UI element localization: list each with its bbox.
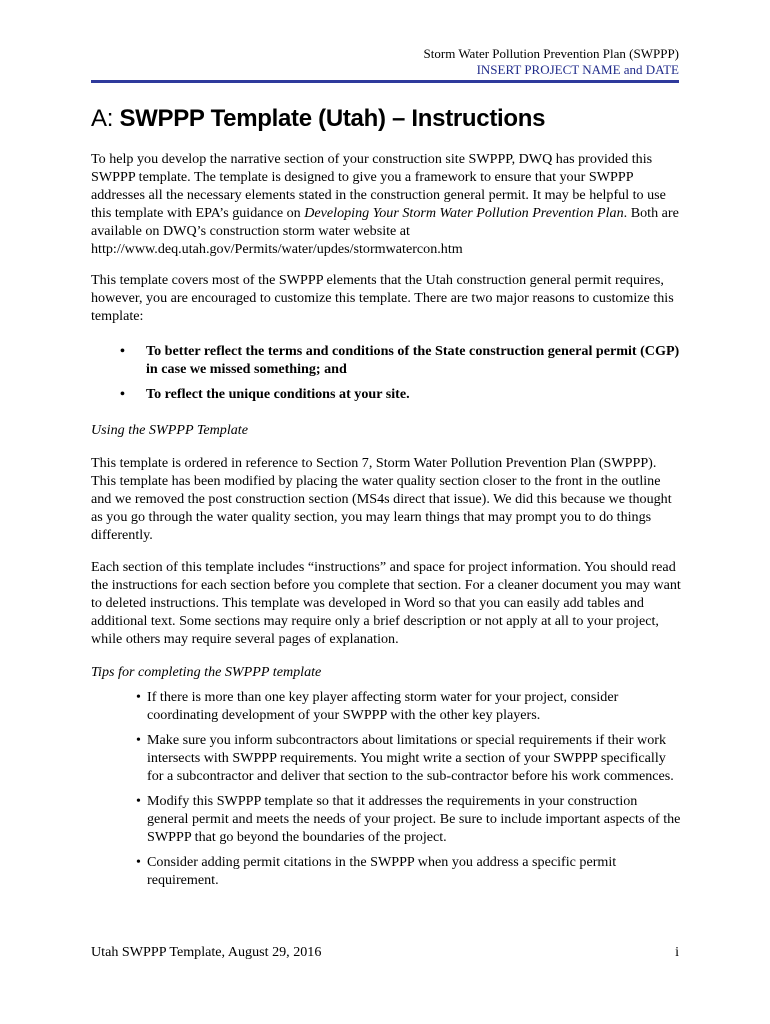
- using-paragraph-1: [91, 454, 683, 544]
- page-title: [91, 103, 545, 135]
- reason-text: To better reflect the terms and conditions of the State construction general permit (CGP) in case we missed something; and: [146, 343, 680, 377]
- section-heading-tips: Tips for completing the SWPPP template: [91, 664, 322, 680]
- tips-list: [122, 688, 682, 896]
- list-item: [122, 853, 682, 889]
- bullet-icon: •: [136, 793, 141, 809]
- page-number: i: [675, 944, 679, 960]
- intro-text-b: . Both are available on DWQ’s construction storm water website at http://www.deq.utah.gov/Permits/water/updes/stormwatercon.htm: [91, 205, 679, 257]
- title-prefix: A:: [91, 105, 114, 132]
- intro-paragraph-2-text: This template covers most of the SWPPP elements that the Utah construction general permit requires, however, you are encouraged to customize this template. There are two major reasons to customize this template:: [91, 272, 674, 324]
- title-text: SWPPP Template (Utah) – Instructions: [119, 105, 546, 132]
- bullet-icon: •: [136, 732, 141, 748]
- bullet-icon: •: [136, 854, 141, 870]
- using-paragraph-2-text: Each section of this template includes “instructions” and space for project information. You should read the instructions for each section before you complete that section. For a cleaner document you may want to deleted instructions. This template was developed in Word so that you can easily add tables and additional text. Some sections may require only a brief description or not apply at all to your project, while others may require several pages of explanation.: [91, 559, 681, 647]
- running-header: [424, 46, 679, 78]
- list-item: [122, 792, 682, 846]
- list-item: [122, 731, 682, 785]
- list-item: [120, 342, 685, 378]
- list-item: [120, 385, 685, 403]
- bullet-icon: •: [120, 386, 125, 402]
- intro-text-a: To help you develop the narrative section of your construction site SWPPP, DWQ has provided this SWPPP template. The template is designed to give you a framework to ensure that your SWPPP addresses all the necessary elements stated in the construction general permit. It may be helpful to use this template with EPA’s guidance on: [91, 151, 666, 221]
- footer-document-label: Utah SWPPP Template, August 29, 2016: [91, 944, 322, 960]
- tip-text: Make sure you inform subcontractors about limitations or special requirements if their work intersects with SWPPP requirements. You might write a section of your SWPPP specifically for a subcontractor and deliver that section to the sub-contractor before his work commences.: [147, 732, 674, 784]
- tip-text: Consider adding permit citations in the SWPPP when you address a specific permit requirement.: [147, 854, 617, 888]
- customize-reasons-list: [120, 342, 685, 410]
- tip-text: If there is more than one key player affecting storm water for your project, consider coordinating development of your SWPPP with the other key players.: [147, 689, 619, 723]
- bullet-icon: •: [120, 343, 125, 359]
- page-footer: [91, 943, 679, 961]
- section-heading-using: Using the SWPPP Template: [91, 422, 248, 438]
- header-plan-title: Storm Water Pollution Prevention Plan (SWPPP): [423, 46, 679, 61]
- tip-text: Modify this SWPPP template so that it addresses the requirements in your construction general permit and meets the needs of your project. Be sure to include important aspects of the SWPPP that go beyond the boundaries of the project.: [147, 793, 681, 845]
- using-paragraph-2: [91, 558, 683, 648]
- header-project-placeholder: INSERT PROJECT NAME and DATE: [476, 62, 679, 77]
- list-item: [122, 688, 682, 724]
- reason-text: To reflect the unique conditions at your site.: [146, 386, 410, 402]
- epa-guidance-title: Developing Your Storm Water Pollution Prevention Plan: [304, 205, 624, 221]
- intro-paragraph-1: [91, 150, 683, 258]
- bullet-icon: •: [136, 689, 141, 705]
- intro-paragraph-2: [91, 271, 683, 325]
- using-paragraph-1-text: This template is ordered in reference to Section 7, Storm Water Pollution Prevention Plan (SWPPP). This template has been modified by placing the water quality section closer to the front in the outline and we removed the post construction section (MS4s direct that issue). We did this because we thought as you go through the water quality section, you may learn things that may prompt you to do things differently.: [91, 455, 672, 543]
- header-rule: [91, 80, 679, 83]
